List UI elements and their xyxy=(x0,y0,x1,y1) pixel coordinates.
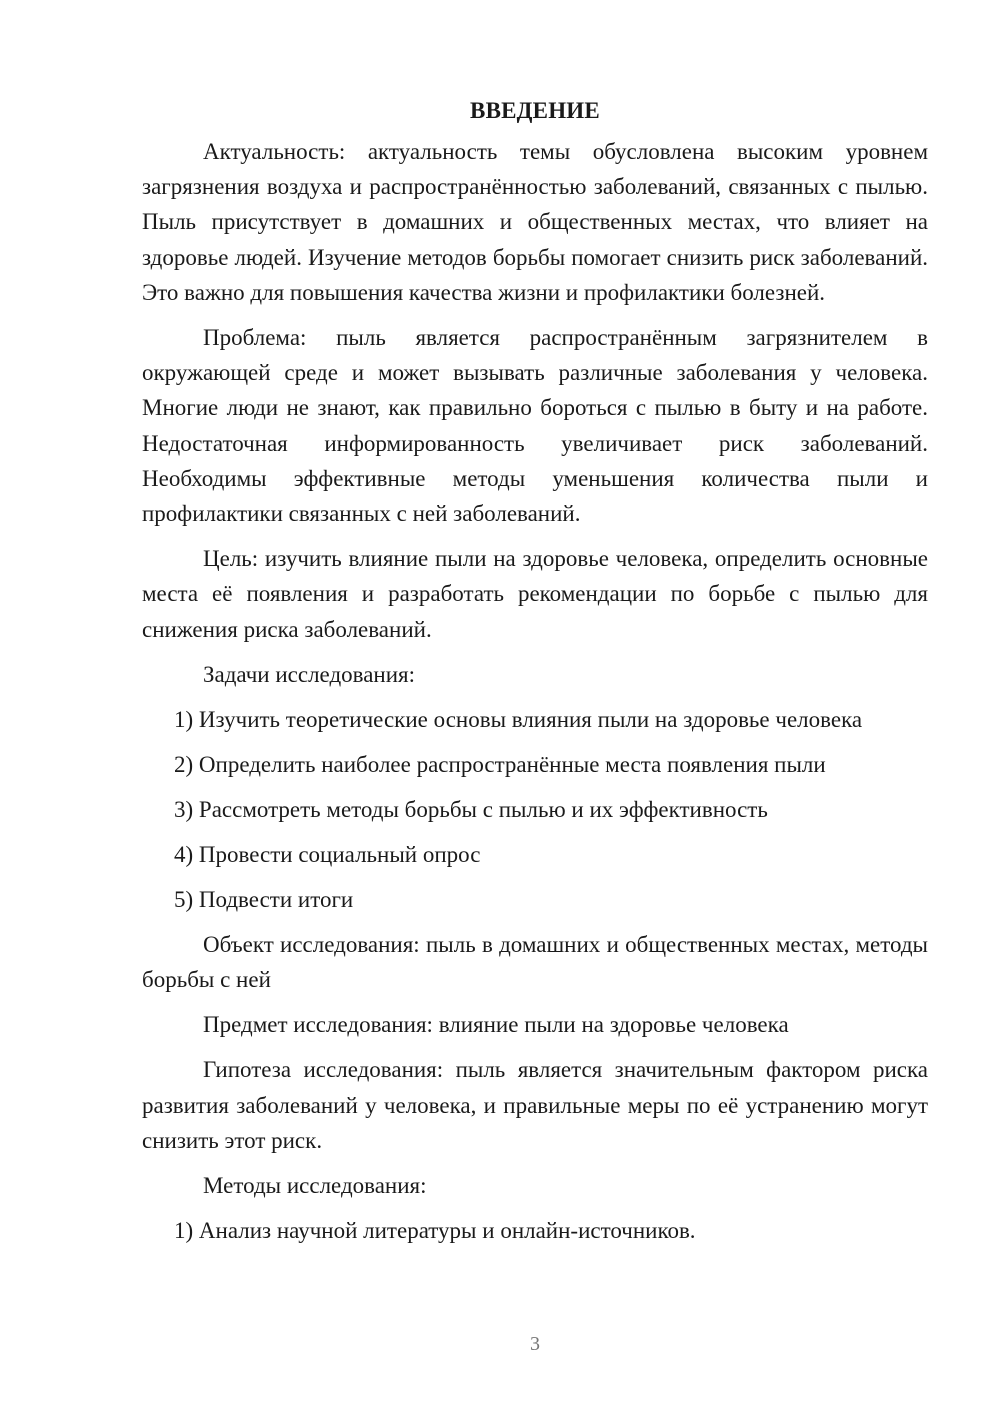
tasks-heading: Задачи исследования: xyxy=(203,661,416,687)
relevance-paragraph: Актуальность: актуальность темы обусловлена высоким уровнем загрязнения воздуха и распространённостью заболеваний, связанных с пылью. Пыль присутствует в домашних и общественных местах, что влияет на здоровье людей. Изучение методов борьбы помогает снизить риск заболеваний. Это важно для повышения качества жизни и профилактики болезней. xyxy=(142,139,928,305)
list-item: 1) Анализ научной литературы и онлайн-источников. xyxy=(174,1218,696,1244)
list-item: 5) Подвести итоги xyxy=(174,886,354,912)
problem-paragraph: Проблема: пыль является распространённым загрязнителем в окружающей среде и может вызывать различные заболевания у человека. Многие люди не знают, как правильно бороться с пылью в быту и на работе. Недостаточная информированность увеличивает риск заболеваний. Необходимы эффективные методы уменьшения количества пыли и профилактики связанных с ней заболеваний. xyxy=(142,325,928,527)
page-number: 3 xyxy=(530,1333,540,1355)
subject-paragraph: Предмет исследования: влияние пыли на здоровье человека xyxy=(203,1012,789,1038)
goal-paragraph: Цель: изучить влияние пыли на здоровье человека, определить основные места её появления и разработать рекомендации по борьбе с пылью для снижения риска заболеваний. xyxy=(142,546,928,642)
methods-heading: Методы исследования: xyxy=(203,1173,427,1199)
list-item: 3) Рассмотреть методы борьбы с пылью и их эффективность xyxy=(174,796,768,822)
list-item: 2) Определить наиболее распространённые места появления пыли xyxy=(174,751,826,777)
object-paragraph: Объект исследования: пыль в домашних и общественных местах, методы борьбы с ней xyxy=(142,931,928,993)
hypothesis-paragraph: Гипотеза исследования: пыль является значительным фактором риска развития заболеваний у человека, и правильные меры по её устранению могут снизить этот риск. xyxy=(142,1057,928,1153)
methods-list xyxy=(142,1213,928,1248)
tasks-list xyxy=(142,702,928,917)
list-item: 4) Провести социальный опрос xyxy=(174,841,481,867)
document-page xyxy=(142,96,928,1258)
list-item: 1) Изучить теоретические основы влияния пыли на здоровье человека xyxy=(174,706,863,732)
section-title: ВВЕДЕНИЕ xyxy=(470,98,600,123)
